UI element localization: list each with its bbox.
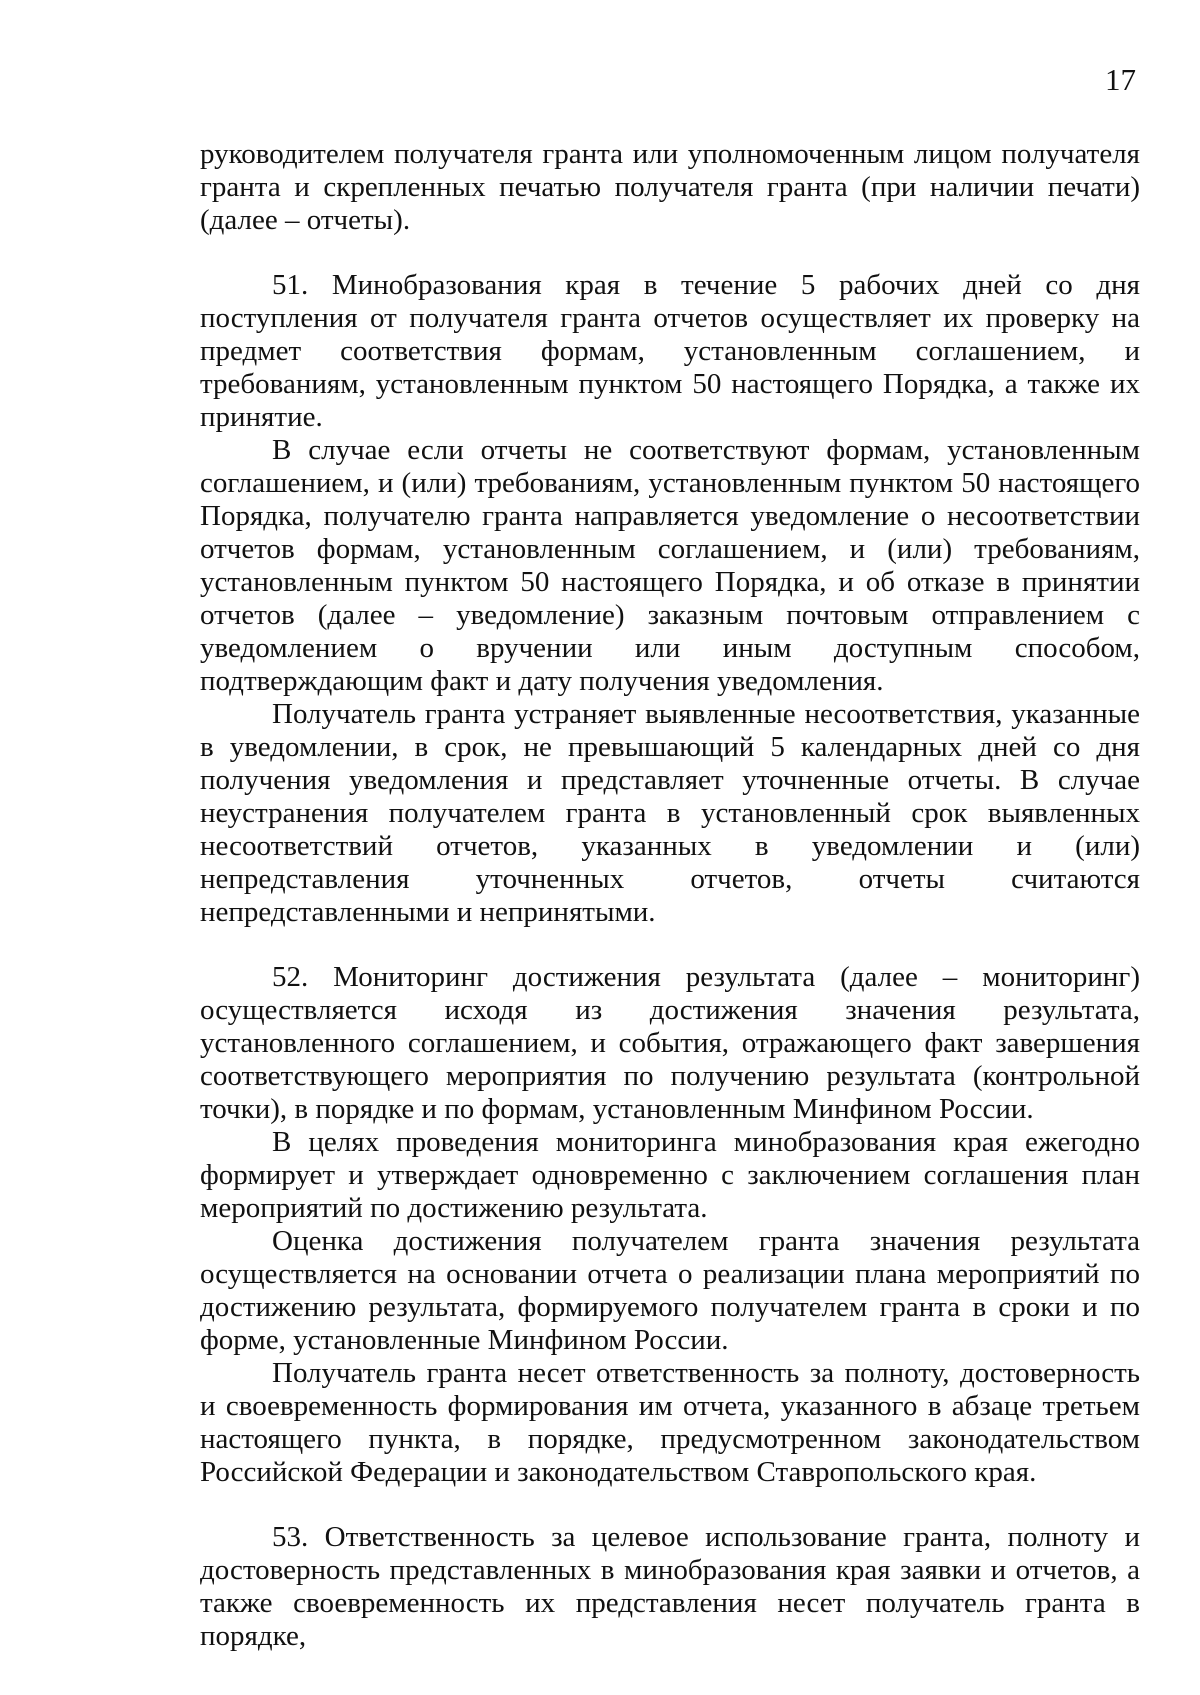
document-body [200,138,1140,1653]
paragraph-item-53: 53. Ответственность за целевое использование гранта, полноту и достоверность представленных в минобразования края заявки и отчетов, а также своевременность их представления несет получатель гранта в порядке, [200,1521,1140,1652]
page-number: 17 [1105,62,1136,97]
paragraph: Оценка достижения получателем гранта значения результата осуществляется на основании отчета о реализации плана мероприятий по достижению результата, формируемого получателем гранта в сроки и по форме, установленные Минфином России. [200,1225,1140,1356]
paragraph: Получатель гранта несет ответственность за полноту, достоверность и своевременность формирования им отчета, указанного в абзаце третьем настоящего пункта, в порядке, предусмотренном законодательством Российской Федерации и законодательством Ставропольского края. [200,1357,1140,1488]
paragraph-continuation: руководителем получателя гранта или уполномоченным лицом получателя гранта и скрепленных печатью получателя гранта (при наличии печати) (далее – отчеты). [200,138,1140,236]
paragraph: Получатель гранта устраняет выявленные несоответствия, указанные в уведомлении, в срок, не превышающий 5 календарных дней со дня получения уведомления и представляет уточненные отчеты. В случае неустранения получателем гранта в установленный срок выявленных несоответствий отчетов, указанных в уведомлении и (или) непредставления уточненных отчетов, отчеты считаются непредставленными и непринятыми. [200,698,1140,928]
paragraph: В целях проведения мониторинга минобразования края ежегодно формирует и утверждает одновременно с заключением соглашения план мероприятий по достижению результата. [200,1126,1140,1224]
paragraph: В случае если отчеты не соответствуют формам, установленным соглашением, и (или) требованиям, установленным пунктом 50 настоящего Порядка, получателю гранта направляется уведомление о несоответствии отчетов формам, установленным соглашением, и (или) требованиям, установленным пунктом 50 настоящего Порядка, и об отказе в принятии отчетов (далее – уведомление) заказным почтовым отправлением с уведомлением о вручении или иным доступным способом, подтверждающим факт и дату получения уведомления. [200,434,1140,697]
paragraph-item-51: 51. Минобразования края в течение 5 рабочих дней со дня поступления от получателя гранта отчетов осуществляет их проверку на предмет соответствия формам, установленным соглашением, и требованиям, установленным пунктом 50 настоящего Порядка, а также их принятие. [200,269,1140,433]
paragraph-item-52: 52. Мониторинг достижения результата (далее – мониторинг) осуществляется исходя из достижения значения результата, установленного соглашением, и события, отражающего факт завершения соответствующего мероприятия по получению результата (контрольной точки), в порядке и по формам, установленным Минфином России. [200,961,1140,1125]
